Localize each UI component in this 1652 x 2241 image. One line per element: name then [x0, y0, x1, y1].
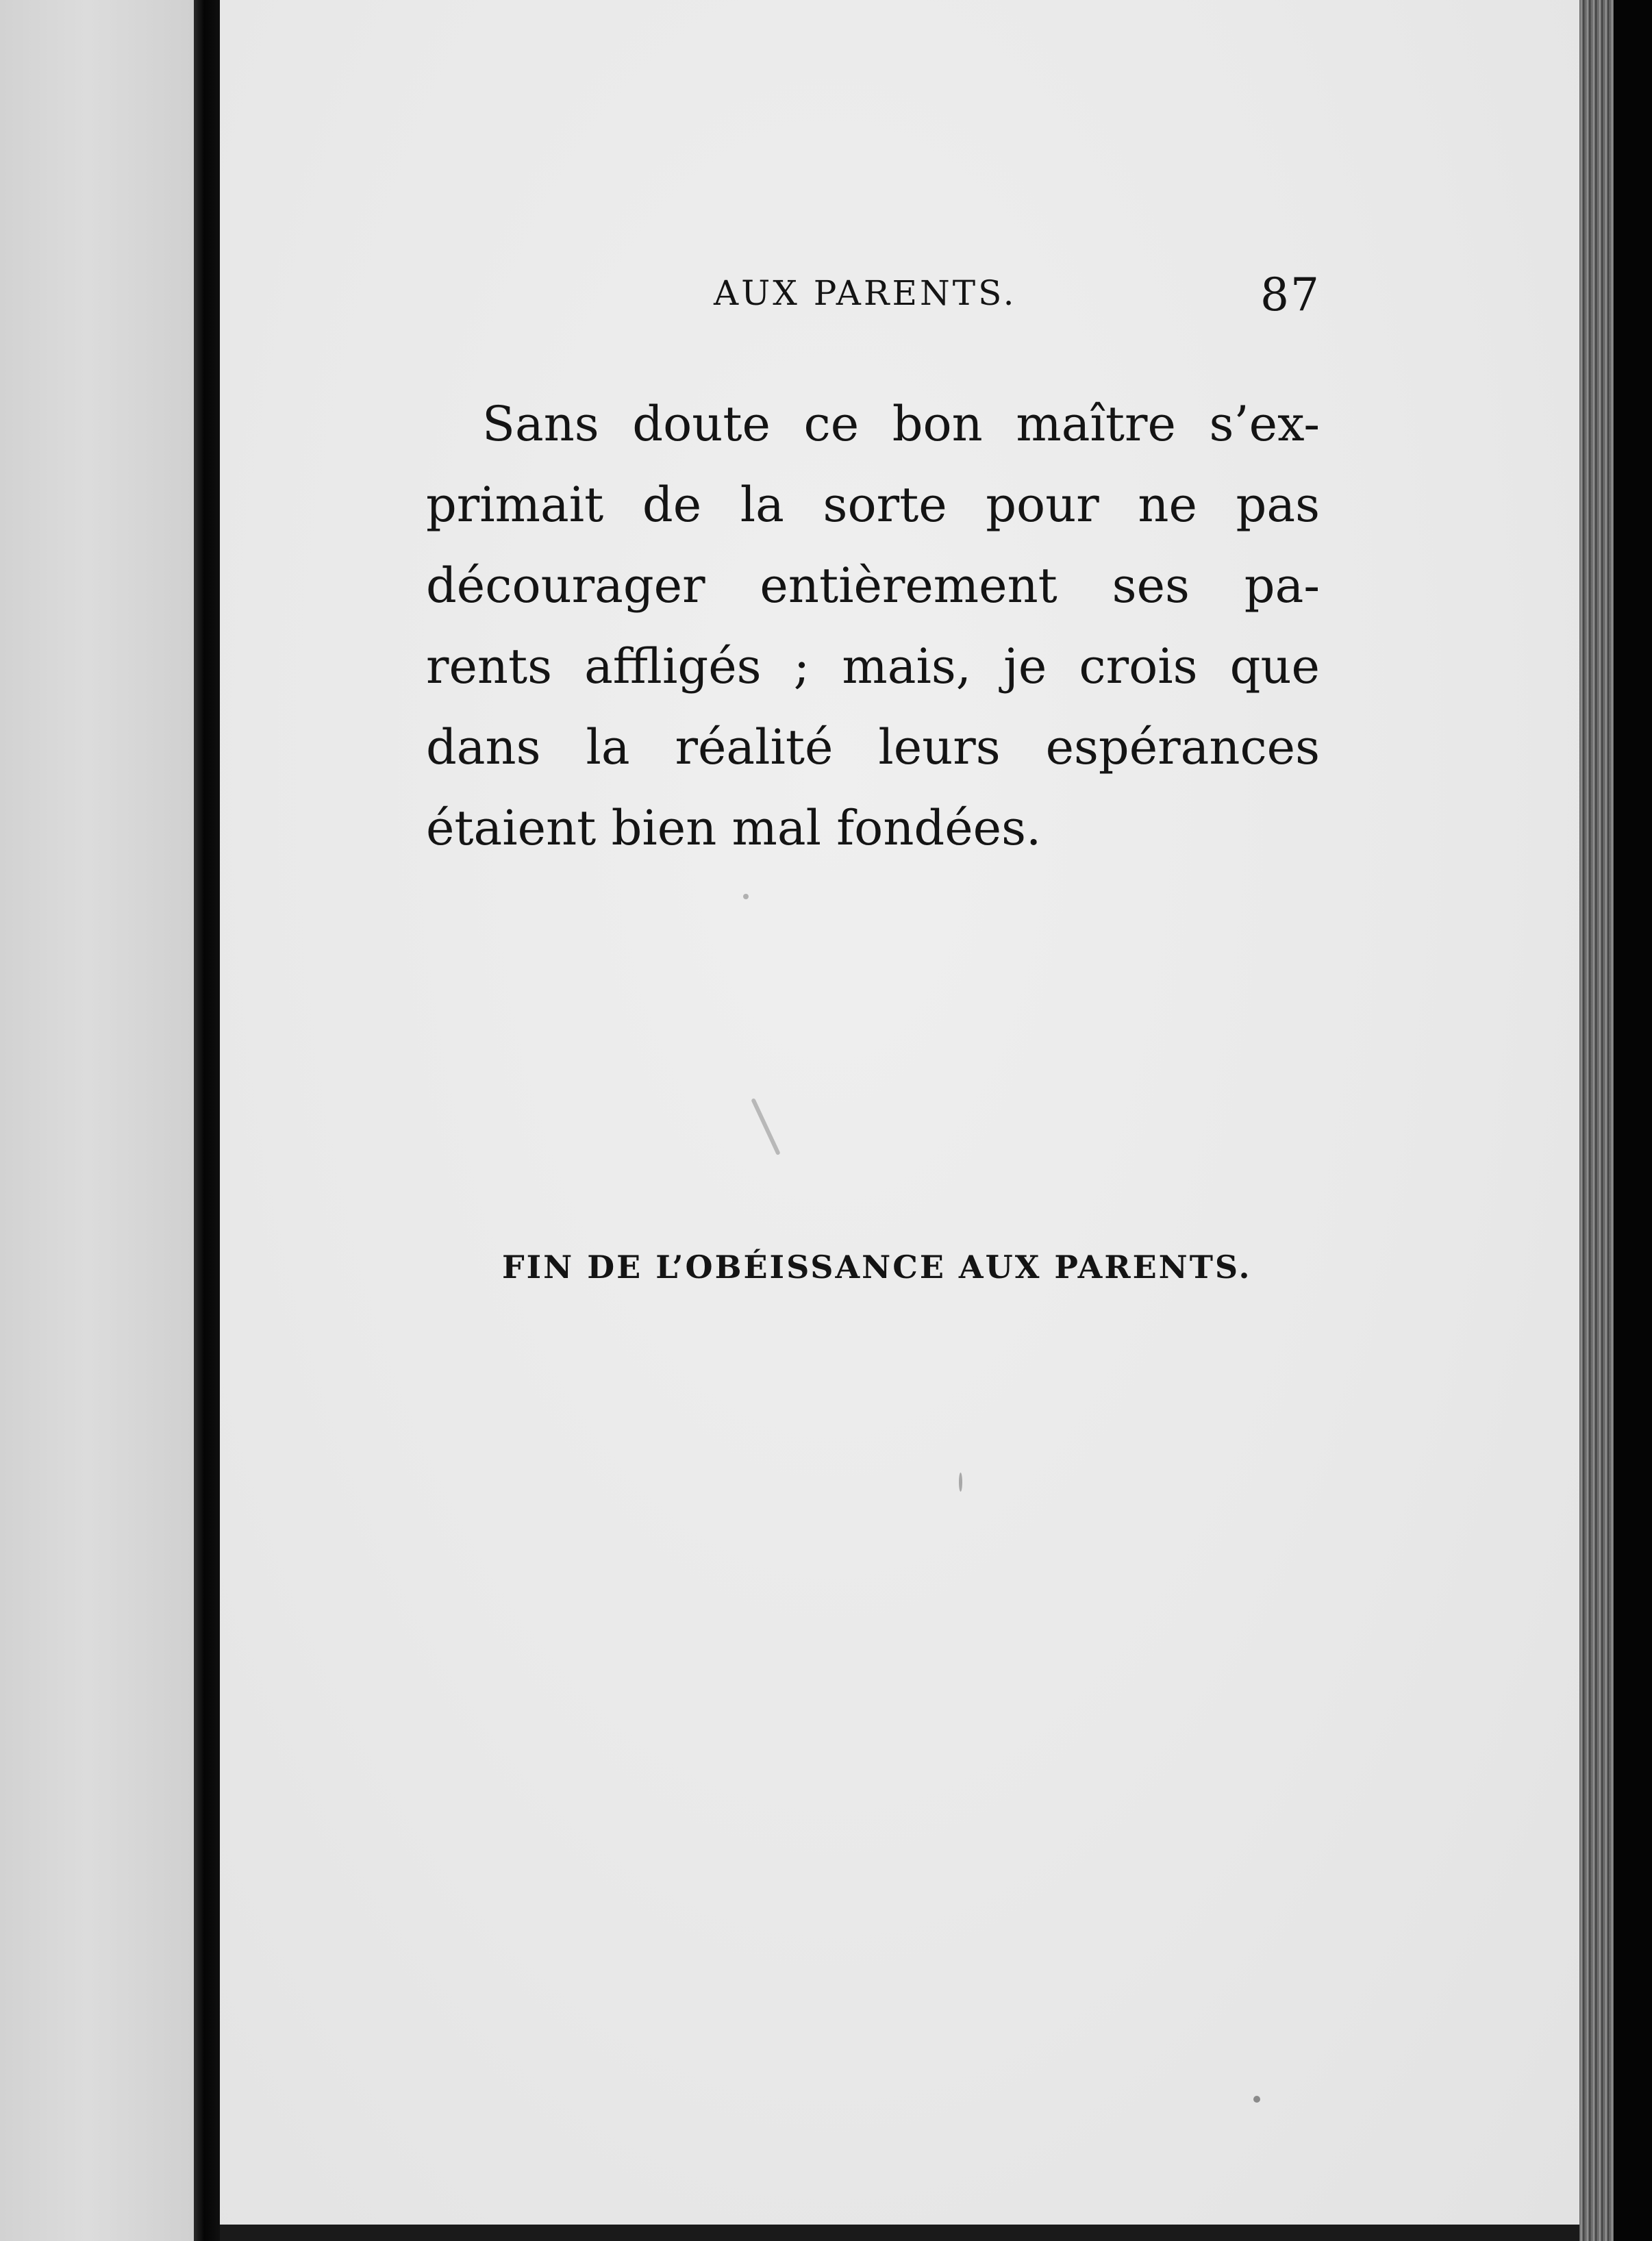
book-gutter [194, 0, 220, 2241]
book-page [220, 0, 1579, 2225]
page-edge-stack [1579, 0, 1614, 2241]
text-line: primait de la sorte pour ne pas [426, 477, 1320, 533]
section-end-note: FIN DE L’OBÉISSANCE AUX PARENTS. [502, 1249, 1252, 1286]
scan-speck [743, 894, 749, 899]
text-line: étaient bien mal fondées. [426, 800, 1042, 856]
running-head: AUX PARENTS. [714, 273, 1017, 313]
text-line: Sans doute ce bon maître s’ex- [482, 396, 1320, 452]
scan-border-right [1614, 0, 1652, 2241]
text-line: dans la réalité leurs espérances [426, 719, 1320, 775]
body-paragraph [426, 384, 1320, 868]
scan-border-bottom [220, 2225, 1579, 2241]
text-line: décourager entièrement ses pa- [426, 558, 1320, 614]
page-number: 87 [1260, 268, 1321, 321]
text-line: rents affligés ; mais, je crois que [426, 638, 1320, 694]
scan-speck [1253, 2096, 1260, 2103]
left-facing-page [0, 0, 194, 2241]
scan-speck [959, 1473, 962, 1492]
